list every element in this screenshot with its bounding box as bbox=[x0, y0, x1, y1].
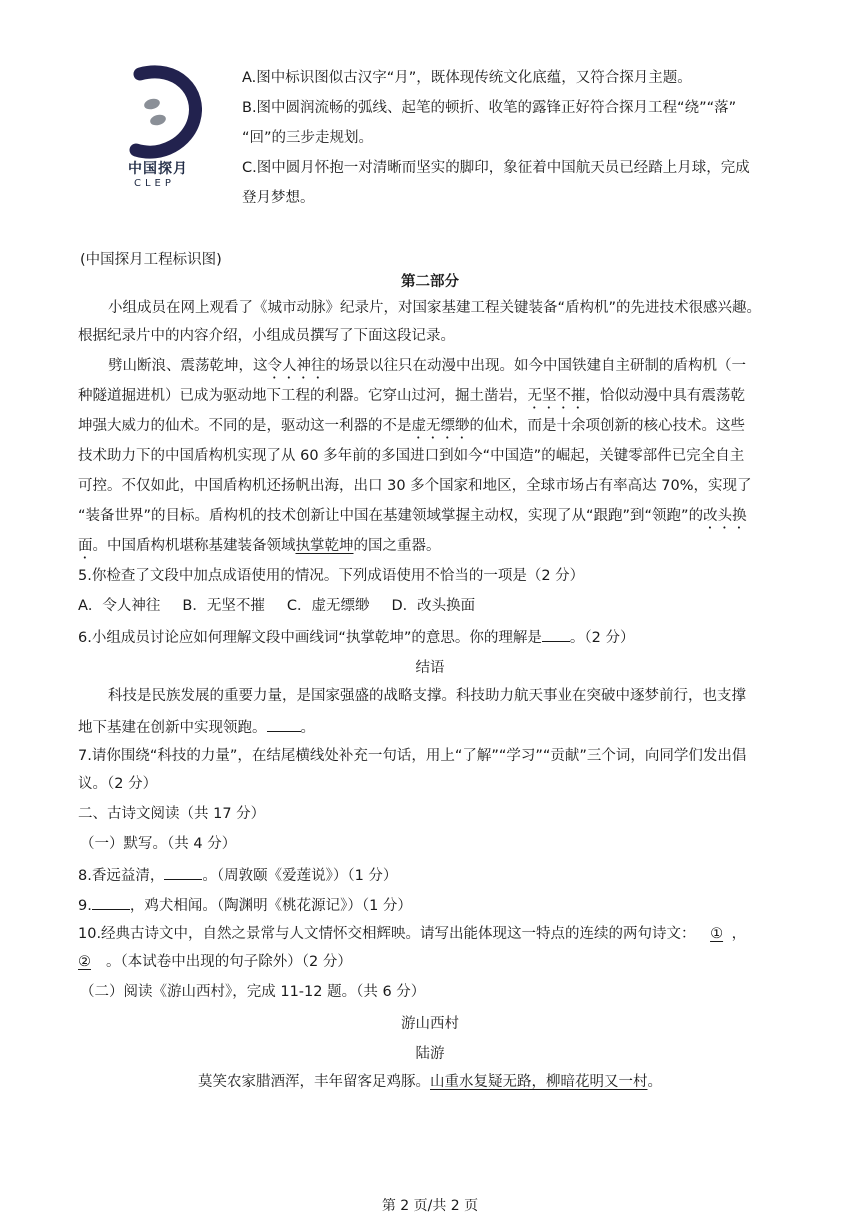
option-a: A.图中标识图似古汉字“月”，既体现传统文化底蕴，又符合探月主题。 bbox=[242, 70, 692, 86]
logo-footprint-1 bbox=[143, 97, 161, 111]
part2-heading: 第二部分 bbox=[401, 274, 459, 290]
idiom-gaitouhuanmian-part1: 改头换 bbox=[703, 508, 747, 524]
question-10-line2: ② 。（本试卷中出现的句子除外）（2 分） bbox=[78, 954, 352, 970]
question-7-line2: 议。（2 分） bbox=[78, 776, 158, 792]
q10-blank-2[interactable]: ② bbox=[78, 954, 91, 970]
option-c-line1: C.图中圆月怀抱一对清晰而坚实的脚印，象征着中国航天员已经踏上月球，完成 bbox=[242, 160, 750, 176]
passage-line5: 可控。不仅如此，中国盾构机还扬帆出海，出口 30 多个国家和地区，全球市场占有率高达 70%，实现了 bbox=[78, 478, 752, 494]
idiom-gaitouhuanmian-part2: 面 bbox=[78, 538, 93, 554]
passage-line1: 劈山断浪、震荡乾坤，这令人神往的场景以往只在动漫中出现。如今中国铁建自主研制的盾构机（一 bbox=[108, 358, 746, 374]
passage-line4: 技术助力下的中国盾构机实现了从 60 多年前的多国进口到如今“中国造”的崛起，关键零部件已完全自主 bbox=[78, 448, 745, 464]
idiom-wujianbucui: 无坚不摧 bbox=[527, 388, 586, 404]
option-b-line1: B.图中圆润流畅的弧线、起笔的顿折、收笔的露锋正好符合探月工程“绕”“落” bbox=[242, 100, 737, 116]
conclusion-heading: 结语 bbox=[415, 660, 445, 676]
logo-chinese-text: 中国探月 bbox=[128, 161, 188, 177]
passage-line7: 面。中国盾构机堪称基建装备领域执掌乾坤的国之重器。 bbox=[78, 538, 441, 554]
question-7-line1: 7.请你围绕“科技的力量”，在结尾横线处补充一句话，用上“了解”“学习”“贡献”三个词，向同学们发出倡 bbox=[78, 748, 747, 764]
poem-underlined-couplet: 山重水复疑无路，柳暗花明又一村 bbox=[430, 1074, 648, 1090]
poem-lines: 莫笑农家腊酒浑，丰年留客足鸡豚。山重水复疑无路，柳暗花明又一村。 bbox=[198, 1074, 662, 1090]
question-10-line1: 10.经典古诗文中，自然之景常与人文情怀交相辉映。请写出能体现这一特点的连续的两句诗文： ① ， bbox=[78, 926, 747, 942]
question-6: 6.小组成员讨论应如何理解文段中画线词“执掌乾坤”的意思。你的理解是 。（2 分） bbox=[78, 626, 634, 648]
logo-english-text: CLEP bbox=[134, 178, 175, 189]
q5-option-c[interactable]: C．虚无缥缈 bbox=[286, 598, 370, 614]
intro-line2: 根据纪录片中的内容介绍，小组成员撰写了下面这段记录。 bbox=[78, 328, 455, 344]
section2-sub1: （一）默写。（共 4 分） bbox=[80, 836, 237, 852]
passage-line6: “装备世界”的目标。盾构机的技术创新让中国在基建领域掌握主动权，实现了从“跟跑”到“领跑”的改头换 bbox=[78, 508, 747, 524]
q6-answer-blank[interactable] bbox=[542, 626, 570, 642]
section2-title: 二、古诗文阅读（共 17 分） bbox=[78, 806, 266, 822]
q10-blank-1[interactable]: ① bbox=[710, 926, 724, 942]
section2-sub2: （二）阅读《游山西村》，完成 11-12 题。（共 6 分） bbox=[80, 984, 426, 1000]
q9-answer-blank[interactable] bbox=[92, 894, 130, 910]
question-5-stem: 5.你检查了文段中加点成语使用的情况。下列成语使用不恰当的一项是（2 分） bbox=[78, 568, 585, 584]
idiom-xuwupiaomiao: 虚无缥缈 bbox=[411, 418, 470, 434]
passage-line3: 坤强大威力的仙术。不同的是，驱动这一利器的不是虚无缥缈的仙术，而是十余项创新的核心技术。这些 bbox=[78, 418, 745, 434]
question-5-options bbox=[78, 596, 475, 616]
passage-line2: 种隧道掘进机）已成为驱动地下工程的利器。它穿山过河，掘土凿岩，无坚不摧，恰似动漫中具有震荡乾 bbox=[78, 388, 745, 404]
question-8: 8.香远益清， 。（周敦颐《爱莲说》）（1 分） bbox=[78, 864, 397, 886]
idiom-lingrenshenwang: 令人神往 bbox=[267, 358, 326, 374]
conclusion-line2: 地下基建在创新中实现领跑。 。 bbox=[78, 716, 315, 738]
conclusion-answer-blank[interactable] bbox=[267, 716, 301, 732]
logo-footprint-2 bbox=[149, 113, 167, 127]
intro-line1: 小组成员在网上观看了《城市动脉》纪录片，对国家基建工程关键装备“盾构机”的先进技术很感兴趣。 bbox=[108, 300, 762, 316]
q5-option-a[interactable]: A．令人神往 bbox=[78, 598, 161, 614]
question-9: 9. ，鸡犬相闻。（陶渊明《桃花源记》）（1 分） bbox=[78, 894, 412, 916]
poem-title: 游山西村 bbox=[401, 1016, 459, 1032]
q8-answer-blank[interactable] bbox=[164, 864, 202, 880]
q5-option-b[interactable]: B．无坚不摧 bbox=[182, 598, 265, 614]
poem-author: 陆游 bbox=[415, 1046, 445, 1062]
page-number: 第 2 页/共 2 页 bbox=[381, 1198, 479, 1214]
logo-crescent-stroke bbox=[136, 72, 195, 152]
option-c-line2: 登月梦想。 bbox=[242, 190, 315, 206]
logo-caption: (中国探月工程标识图) bbox=[80, 252, 222, 268]
option-b-line2: “回”的三步走规划。 bbox=[242, 130, 374, 146]
q5-option-d[interactable]: D．改头换面 bbox=[391, 598, 476, 614]
conclusion-line1: 科技是民族发展的重要力量，是国家强盛的战略支撑。科技助力航天事业在突破中逐梦前行，也支撑 bbox=[108, 688, 746, 704]
underlined-zhizhangqiankun: 执掌乾坤 bbox=[295, 538, 354, 554]
